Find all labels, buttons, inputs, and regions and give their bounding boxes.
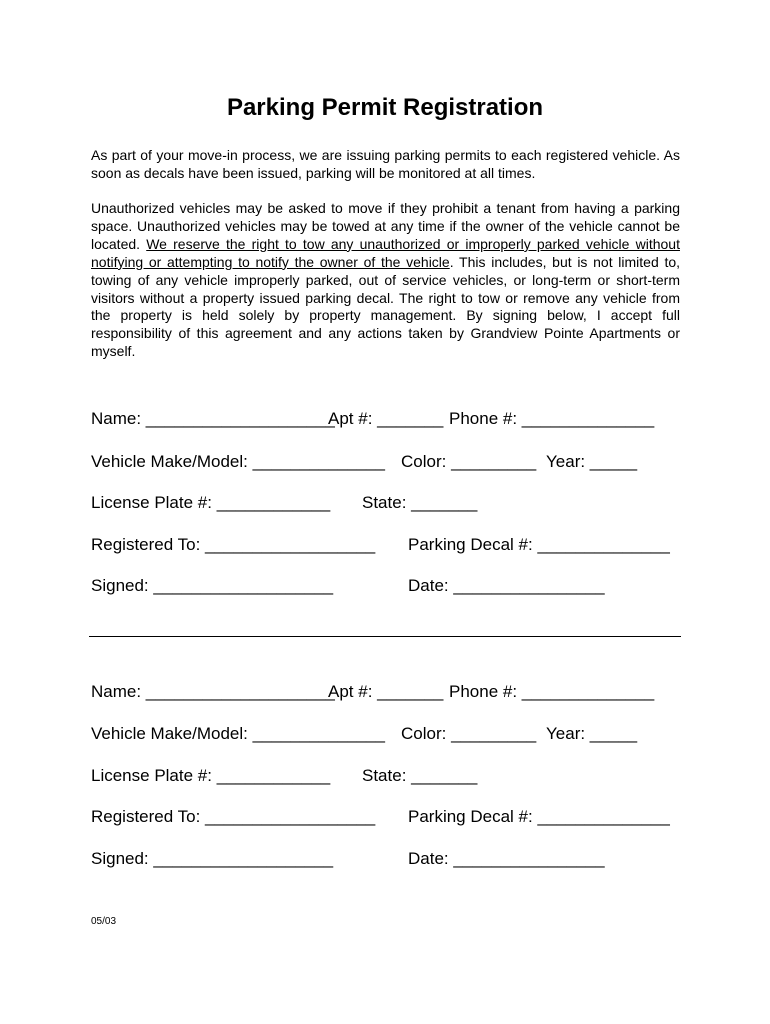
signed-field[interactable]: Signed: ___________________ [91,849,334,868]
policy-text-after: . This includes, but is not limited to, towing of any vehicle improperly parked, out of service vehicles, or long-term or short-term visitors without a property issued parking decal. The right to tow or remove any vehicle from the property is held solely by property management. By signing below, I accept full responsibility of this agreement and any actions taken by Grandview Pointe Apartments or myself. [91,253,681,360]
name-field[interactable]: Name: ____________________ [91,409,335,428]
date-field[interactable]: Date: ________________ [408,849,605,868]
state-field[interactable]: State: _______ [362,766,478,785]
phone-field[interactable]: Phone #: ______________ [449,682,655,701]
apt-field[interactable]: Apt #: _______ [328,682,444,701]
page-title: Parking Permit Registration [226,94,544,121]
intro-paragraph: As part of your move-in process, we are issuing parking permits to each registered vehicle. As soon as decals have been issued, parking will be monitored at all times. [91,147,680,181]
license-plate-field[interactable]: License Plate #: ____________ [91,493,331,512]
license-plate-field[interactable]: License Plate #: ____________ [91,766,331,785]
parking-decal-field[interactable]: Parking Decal #: ______________ [408,807,670,826]
date-field[interactable]: Date: ________________ [408,576,605,595]
color-field[interactable]: Color: _________ [401,724,537,743]
phone-field[interactable]: Phone #: ______________ [449,409,655,428]
color-field[interactable]: Color: _________ [401,452,537,471]
year-field[interactable]: Year: _____ [546,724,638,743]
policy-text-before: Unauthorized vehicles may be asked to move if they prohibit a tenant from having a parking space. Unauthorized vehicles may be towed at any time if the owner of the vehicle cannot be located. [91,200,680,252]
policy-text-underlined: We reserve the right to tow any unauthorized or improperly parked vehicle without notifying or attempting to notify the owner of the vehicle [91,235,680,270]
signed-field[interactable]: Signed: ___________________ [91,576,334,595]
vehicle-make-model-field[interactable]: Vehicle Make/Model: ______________ [91,452,385,471]
form-separator-line [89,636,681,637]
revision-code: 05/03 [91,916,117,927]
year-field[interactable]: Year: _____ [546,452,638,471]
state-field[interactable]: State: _______ [362,493,478,512]
name-field[interactable]: Name: ____________________ [91,682,335,701]
parking-decal-field[interactable]: Parking Decal #: ______________ [408,535,670,554]
apt-field[interactable]: Apt #: _______ [328,409,444,428]
policy-paragraph [91,200,680,361]
registered-to-field[interactable]: Registered To: __________________ [91,807,376,826]
registered-to-field[interactable]: Registered To: __________________ [91,535,376,554]
vehicle-make-model-field[interactable]: Vehicle Make/Model: ______________ [91,724,385,743]
